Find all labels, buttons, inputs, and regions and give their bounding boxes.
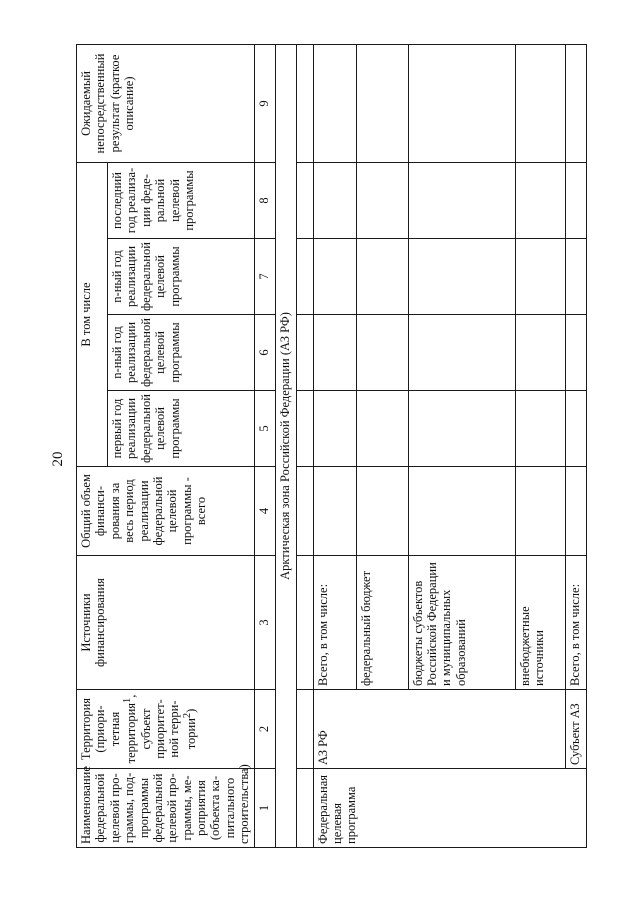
column-number: 1 xyxy=(254,769,275,848)
header-territory-tail: , субъект приоритетной территории xyxy=(124,694,198,759)
source-total-2: Всего, в том числе: xyxy=(565,556,586,690)
header-territory-end: ) xyxy=(183,708,198,713)
table-row xyxy=(565,45,586,848)
header-year-first: первый год реализации федеральной целевой программы xyxy=(108,391,254,467)
source-regional: бюджеты субъектов Российской Федерации и муниципальных образований xyxy=(408,556,515,690)
territory-subject: Субъект АЗ xyxy=(565,690,586,769)
section-title: Арктическая зона Российской Федерации (АЗ РФ) xyxy=(275,45,296,848)
column-number: 9 xyxy=(254,45,275,163)
table-row xyxy=(313,45,356,848)
header-year-last: последний год реализации федеральной целевой программы xyxy=(108,163,254,239)
header-year-n2: n-ный год реализации федеральной целевой программы xyxy=(108,239,254,315)
section-row xyxy=(275,45,296,848)
column-number: 2 xyxy=(254,690,275,769)
header-territory xyxy=(77,690,255,769)
header-year-n1: n-ный год реализации федеральной целевой программы xyxy=(108,315,254,391)
page-number: 20 xyxy=(50,451,66,467)
source-federal: федеральный бюджет xyxy=(356,556,408,690)
source-extra: внебюджетные источники xyxy=(515,556,565,690)
header-name: Наименование федеральной целевой программы, подпрограммы федеральной целевой программы, мероприятия (объекта капитального строительства) xyxy=(77,769,255,848)
header-territory-main: Территория (приоритетная территория xyxy=(79,697,139,764)
territory-az: АЗ РФ xyxy=(313,690,565,769)
column-number: 4 xyxy=(254,467,275,556)
rotated-page-content xyxy=(76,48,636,848)
footnote-ref-1: 1 xyxy=(122,697,134,703)
header-including: В том числе xyxy=(77,163,108,467)
financing-table xyxy=(76,44,587,848)
header-sources: Источники финансирования xyxy=(77,556,255,690)
column-numbers-row xyxy=(254,45,275,848)
column-number: 3 xyxy=(254,556,275,690)
program-name: Федеральная целевая программа xyxy=(313,769,586,848)
footnote-ref-2: 2 xyxy=(181,712,193,719)
header-result: Ожидаемый непосредственный результат (краткое описание) xyxy=(77,45,255,163)
column-number: 6 xyxy=(254,315,275,391)
source-total: Всего, в том числе: xyxy=(313,556,356,690)
column-number: 8 xyxy=(254,163,275,239)
spacer-row xyxy=(296,45,313,848)
column-number: 5 xyxy=(254,391,275,467)
header-total: Общий объем финансирования за весь период реализации федеральной целевой программы - всего xyxy=(77,467,255,556)
header-row-1 xyxy=(77,45,108,848)
column-number: 7 xyxy=(254,239,275,315)
